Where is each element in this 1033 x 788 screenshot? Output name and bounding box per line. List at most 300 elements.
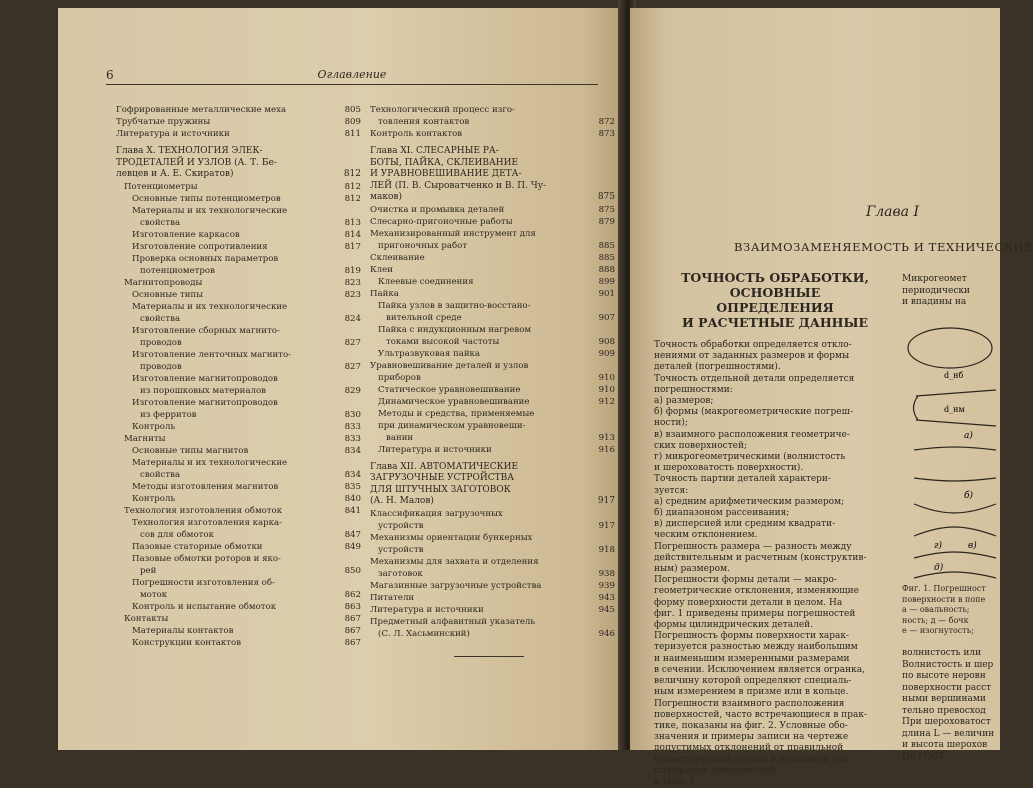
toc-entry-page: 907 xyxy=(598,312,615,323)
toc-entry-page: 811 xyxy=(344,129,361,139)
body-line: в) дисперсией или средним квадрати- xyxy=(654,519,836,530)
toc-entry-title: БОТЫ, ПАЙКА, СКЛЕИВАНИЕ xyxy=(370,157,519,168)
toc-entry xyxy=(116,565,361,577)
fig-saddle-shape xyxy=(914,504,996,536)
toc-entry-title: Технология изготовления карка- xyxy=(132,517,282,528)
body-line: б) формы (макрогеометрические погреш- xyxy=(654,407,854,418)
toc-column-2 xyxy=(370,104,615,657)
toc-entry xyxy=(370,240,615,252)
toc-entry xyxy=(116,128,361,140)
toc-entry-page: 908 xyxy=(598,336,615,347)
toc-entry-title: Материалы и их технологические xyxy=(132,301,288,312)
toc-entry xyxy=(370,396,615,408)
body-line: ческим отклонением. xyxy=(654,530,758,541)
figure-1 xyxy=(904,320,1000,580)
toc-entry xyxy=(116,289,361,301)
toc-entry xyxy=(116,301,361,313)
body-line: Точность партии деталей характери- xyxy=(654,474,831,485)
toc-entry xyxy=(116,445,361,457)
toc-entry-title: пригоночных работ xyxy=(378,240,468,251)
toc-entry-page: 827 xyxy=(344,361,361,372)
toc-entry-title: Материалы контактов xyxy=(132,625,234,636)
toc-entry-page: 834 xyxy=(344,445,361,456)
toc-entry xyxy=(116,577,361,589)
toc-entry xyxy=(116,277,361,289)
toc-entry-title: токами высокой частоты xyxy=(386,336,500,347)
toc-entry-page: 823 xyxy=(344,277,361,288)
body-line: а) средним арифметическим размером; xyxy=(654,496,845,507)
toc-chapter-line xyxy=(370,473,615,485)
toc-entry xyxy=(370,508,615,520)
toc-entry-title: ЗАГРУЗОЧНЫЕ УСТРОЙСТВА xyxy=(370,473,515,483)
toc-entry xyxy=(116,505,361,517)
body-line: Погрешности взаимного расположения xyxy=(654,698,845,709)
body-line: значения и примеры записи на чертеже xyxy=(654,732,849,743)
toc-entry-page: 912 xyxy=(598,396,615,407)
toc-entry xyxy=(116,421,361,433)
toc-entry-title: Литература и источники xyxy=(370,604,484,615)
toc-entry-title: Материалы и их технологические xyxy=(132,205,288,216)
toc-entry-title: маков) xyxy=(370,192,402,202)
body-line: поверхностей, часто встречающиеся в прак- xyxy=(654,709,868,720)
toc-entry xyxy=(370,116,615,128)
toc-entry xyxy=(116,193,361,205)
toc-entry xyxy=(370,348,615,360)
right-page xyxy=(630,8,1033,787)
toc-entry-page: 885 xyxy=(598,252,615,263)
toc-chapter-line xyxy=(116,158,361,170)
toc-entry-title: Пайка xyxy=(370,288,399,299)
toc-entry-page: 814 xyxy=(344,229,361,240)
toc-entry xyxy=(370,324,615,336)
toc-entry-page: 834 xyxy=(344,469,361,480)
toc-entry-page: 910 xyxy=(598,384,615,395)
toc-entry-title: Классификация загрузочных xyxy=(370,508,503,519)
toc-entry-title: Магазинные загрузочные устройства xyxy=(370,580,542,591)
toc-entry-title: ДЛЯ ШТУЧНЫХ ЗАГОТОВОК xyxy=(370,484,511,495)
toc-entry xyxy=(116,349,361,361)
toc-entry-title: Технология изготовления обмоток xyxy=(124,505,283,516)
fig-label: д) xyxy=(934,563,944,573)
body-line: и шероховатость поверхности). xyxy=(654,463,804,474)
toc-entry-page: 910 xyxy=(598,372,615,383)
toc-entry-page: 827 xyxy=(344,337,361,348)
toc-entry-title: Контакты xyxy=(124,613,169,624)
toc-entry-title: сов для обмоток xyxy=(140,529,214,540)
toc-entry-page: 909 xyxy=(598,348,615,359)
toc-entry-page: 901 xyxy=(598,288,615,299)
toc-entry xyxy=(116,229,361,241)
toc-entry-title: Магнитопроводы xyxy=(124,277,203,288)
body-line: в сечении. Исключением является огранка, xyxy=(654,664,865,675)
toc-entry-page: 918 xyxy=(598,544,615,555)
toc-entry xyxy=(116,373,361,385)
toc-chapter-line xyxy=(370,192,615,204)
body-line: зуется: xyxy=(654,485,689,496)
toc-entry xyxy=(116,481,361,493)
toc-entry-title: проводов xyxy=(140,337,182,348)
side-line: периодически xyxy=(902,285,970,296)
body-line: теризуется разностью между наибольшим xyxy=(654,642,858,653)
toc-entry-title: Пазовые статорные обмотки xyxy=(132,541,263,552)
toc-entry xyxy=(116,217,361,229)
body-line: геометрической формы и взаимного рас- xyxy=(654,754,851,765)
toc-entry xyxy=(370,384,615,396)
toc-entry-page: 833 xyxy=(344,421,361,432)
toc-entry-title: проводов xyxy=(140,361,182,372)
caption-line: поверхности в попе xyxy=(902,594,986,604)
side-text-top xyxy=(902,274,1012,309)
toc-entry xyxy=(116,104,361,116)
toc-entry xyxy=(370,556,615,568)
body-line: допустимых отклонений от правильной xyxy=(654,743,844,754)
toc-entry-page: 862 xyxy=(344,589,361,600)
toc-entry xyxy=(370,432,615,444)
toc-entry xyxy=(116,116,361,128)
toc-entry-page: 867 xyxy=(344,625,361,636)
figure-caption xyxy=(902,584,1012,637)
toc-entry-title: Питатели xyxy=(370,592,415,603)
fig-label: а) xyxy=(964,431,973,441)
body-line: ным) размером. xyxy=(654,564,730,575)
side-line: Волнистость и шер xyxy=(902,659,994,670)
toc-column-1 xyxy=(116,104,361,649)
toc-entry-title: ЛЕЙ (П. В. Сыроватченко и В. П. Чу- xyxy=(370,180,547,191)
toc-entry-title: Механизмы для захвата и отделения xyxy=(370,556,539,567)
side-line: По ГОСТ xyxy=(902,751,945,762)
toc-entry-title: Изготовление магнитопроводов xyxy=(132,397,278,408)
toc-entry xyxy=(370,336,615,348)
section-heading-line: ОСНОВНЫЕ ОПРЕДЕЛЕНИЯ xyxy=(716,285,834,315)
body-line: ным измерением в призме или в кольце. xyxy=(654,687,849,698)
toc-entry xyxy=(116,337,361,349)
toc-entry xyxy=(370,372,615,384)
side-line: и впадины на xyxy=(902,297,967,307)
toc-entry xyxy=(370,252,615,264)
toc-entry-page: 863 xyxy=(344,601,361,612)
toc-entry-page: 888 xyxy=(598,264,615,275)
section-heading-line: И РАСЧЕТНЫЕ ДАННЫЕ xyxy=(681,315,869,330)
body-line: ности); xyxy=(654,418,688,429)
toc-entry-title: Слесарно-пригоночные работы xyxy=(370,216,513,227)
toc-entry-title: Предметный алфавитный указатель xyxy=(370,616,536,627)
toc-entry-title: левцев и А. Е. Скиратов) xyxy=(116,169,234,179)
toc-entry-title: Основные типы xyxy=(132,289,204,300)
toc-entry-title: Клеевые соединения xyxy=(378,276,474,287)
toc-entry-title: Пазовые обмотки роторов и яко- xyxy=(132,553,281,564)
toc-entry xyxy=(116,493,361,505)
toc-entry-title: Механизмы ориентации бункерных xyxy=(370,532,533,543)
toc-entry xyxy=(116,361,361,373)
fig-barrel-shape xyxy=(914,447,996,481)
toc-entry-page: 943 xyxy=(598,592,615,603)
body-line: Погрешности формы детали — макро- xyxy=(654,575,837,586)
body-line: формы цилиндрических деталей. xyxy=(654,620,814,631)
toc-entry-page: 916 xyxy=(598,444,615,455)
toc-entry-title: Уравновешивание деталей и узлов xyxy=(370,360,529,371)
body-line: в табл. 1. xyxy=(654,776,698,787)
side-line: длина L — величин xyxy=(902,728,995,739)
toc-entry-title: Основные типы потенциометров xyxy=(132,193,281,204)
toc-entry-title: заготовок xyxy=(378,568,423,579)
toc-entry-title: Глава XI. СЛЕСАРНЫЕ РА- xyxy=(370,146,499,156)
body-line: величину которой определяют специаль- xyxy=(654,676,852,687)
toc-entry xyxy=(116,613,361,625)
toc-entry-page: 867 xyxy=(344,637,361,648)
toc-entry-page: 872 xyxy=(598,117,615,127)
toc-entry-title: Изготовление магнитопроводов xyxy=(132,373,278,384)
body-line: фиг. 1 приведены примеры погрешностей xyxy=(654,608,856,619)
toc-entry xyxy=(370,568,615,580)
toc-entry-page: 809 xyxy=(344,117,361,127)
toc-entry-title: Погрешности изготовления об- xyxy=(132,577,275,588)
toc-entry xyxy=(116,601,361,613)
toc-entry xyxy=(370,444,615,456)
body-line: г) микрогеометрическими (волнистость xyxy=(654,452,846,463)
toc-entry-title: Контроль xyxy=(132,493,176,504)
toc-entry xyxy=(116,409,361,421)
toc-entry-title: свойства xyxy=(140,217,181,228)
toc-entry-title: ТРОДЕТАЛЕЙ И УЗЛОВ (А. Т. Бе- xyxy=(116,157,277,168)
toc-entry xyxy=(370,104,615,116)
toc-entry-page: 847 xyxy=(344,529,361,540)
toc-entry xyxy=(370,544,615,556)
body-line: нениями от заданных размеров и формы xyxy=(654,351,850,362)
toc-entry xyxy=(370,408,615,420)
toc-entry-title: Изготовление каркасов xyxy=(132,229,240,240)
toc-entry-title: при динамическом уравновеши- xyxy=(378,420,526,431)
toc-entry-title: Основные типы магнитов xyxy=(132,445,249,456)
toc-entry-title: свойства xyxy=(140,313,181,324)
caption-line: а — овальность; xyxy=(902,605,970,614)
toc-entry xyxy=(116,325,361,337)
toc-entry xyxy=(116,469,361,481)
body-line: Погрешность формы поверхности харак- xyxy=(654,631,850,642)
toc-entry-title: свойства xyxy=(140,469,181,480)
toc-chapter-line xyxy=(370,496,615,508)
toc-chapter-line xyxy=(370,485,615,497)
toc-entry-title: Изготовление сборных магнито- xyxy=(132,325,280,336)
fig-dim-label: d_нм xyxy=(944,405,965,414)
toc-entry-title: Методы изготовления магнитов xyxy=(132,481,279,492)
toc-entry-title: рей xyxy=(140,565,157,576)
toc-entry-page: 867 xyxy=(344,613,361,624)
toc-entry xyxy=(116,541,361,553)
toc-entry-title: вительной среде xyxy=(386,312,462,323)
caption-line: Фиг. 1. Погрешност xyxy=(902,584,986,593)
toc-entry-title: Клеи xyxy=(370,264,393,275)
toc-entry xyxy=(370,616,615,628)
side-line: поверхности расст xyxy=(902,682,992,693)
toc-entry xyxy=(370,128,615,140)
toc-entry xyxy=(370,264,615,276)
toc-chapter-line xyxy=(370,462,615,474)
toc-entry xyxy=(116,517,361,529)
toc-entry-page: 819 xyxy=(344,265,361,276)
chapter-title: ВЗАИМОЗАМЕНЯЕМОСТЬ И ТЕХНИЧЕСКИЕ xyxy=(734,240,1033,254)
left-page xyxy=(58,8,626,750)
toc-entry-page: 813 xyxy=(344,217,361,228)
body-line: ских поверхностей; xyxy=(654,440,748,451)
side-line: и высота шерохов xyxy=(902,740,988,750)
toc-entry-title: Пайка с индукционным нагревом xyxy=(378,324,532,335)
body-line: погрешностями: xyxy=(654,384,733,395)
toc-entry-title: из ферритов xyxy=(140,409,197,420)
toc-entry-title: Проверка основных параметров xyxy=(132,253,279,264)
page-header xyxy=(106,66,598,85)
toc-entry-title: Глава XII. АВТОМАТИЧЕСКИЕ xyxy=(370,461,519,472)
toc-entry xyxy=(116,637,361,649)
toc-entry-title: Изготовление сопротивления xyxy=(132,241,268,252)
toc-entry xyxy=(116,625,361,637)
body-line: деталей (погрешностями). xyxy=(654,362,781,373)
toc-entry-title: Пайка узлов в защитно-восстано- xyxy=(378,300,531,311)
toc-entry-title: Конструкции контактов xyxy=(132,637,242,648)
header-title: Оглавление xyxy=(317,68,387,81)
toc-entry-page: 833 xyxy=(344,433,361,444)
toc-entry xyxy=(116,265,361,277)
body-line: в) взаимного расположения геометриче- xyxy=(654,429,850,440)
toc-entry-page: 830 xyxy=(344,409,361,420)
side-text-bottom xyxy=(902,648,1012,763)
toc-entry-title: Изготовление ленточных магнито- xyxy=(132,349,292,360)
toc-entry xyxy=(116,397,361,409)
toc-entry-page: 875 xyxy=(598,204,615,215)
toc-entry xyxy=(116,385,361,397)
toc-entry xyxy=(370,592,615,604)
toc-chapter-line xyxy=(370,181,615,193)
toc-entry-page: 812 xyxy=(343,169,361,179)
toc-entry-title: устройств xyxy=(378,520,424,531)
body-line: форму поверхности детали в целом. На xyxy=(654,597,843,608)
side-line: При шероховатост xyxy=(902,717,991,727)
toc-entry-title: Контроль контактов xyxy=(370,129,463,139)
body-line: Погрешность размера — разность между xyxy=(654,541,852,552)
toc-entry xyxy=(116,433,361,445)
toc-entry-page: 841 xyxy=(344,505,361,516)
toc-entry-title: Контроль и испытание обмоток xyxy=(132,601,277,612)
toc-entry-page: 812 xyxy=(344,193,361,204)
toc-entry-title: И УРАВНОВЕШИВАНИЕ ДЕТА- xyxy=(370,169,522,179)
fig-oval-shape xyxy=(908,328,992,368)
body-line: Точность обработки определяется откло- xyxy=(654,340,852,350)
toc-entry xyxy=(116,205,361,217)
fig-bend-shape xyxy=(914,552,996,578)
toc-entry-page: 938 xyxy=(598,568,615,579)
toc-entry-page: 946 xyxy=(598,628,615,639)
toc-entry-title: Склеивание xyxy=(370,252,425,263)
body-line: геометрические отклонения, изменяющие xyxy=(654,586,859,597)
toc-entry-page: 817 xyxy=(344,241,361,252)
toc-entry xyxy=(116,553,361,565)
toc-entry xyxy=(370,532,615,544)
toc-chapter-line xyxy=(370,169,615,181)
body-line: действительным и расчетным (конструктив- xyxy=(654,552,867,563)
toc-entry-title: Материалы и их технологические xyxy=(132,457,288,468)
toc-entry-title: Методы и средства, применяемые xyxy=(378,408,535,419)
toc-entry-page: 885 xyxy=(598,240,615,251)
toc-entry-title: Динамическое уравновешивание xyxy=(378,396,530,407)
toc-entry-title: Трубчатые пружины xyxy=(116,117,211,127)
toc-entry-title: (А. Н. Малов) xyxy=(370,496,434,506)
section-heading-line: ТОЧНОСТЬ ОБРАБОТКИ, xyxy=(681,270,869,285)
toc-entry-title: устройств xyxy=(378,544,424,555)
separator-line xyxy=(454,656,524,657)
toc-entry xyxy=(370,276,615,288)
toc-entry-title: Глава X. ТЕХНОЛОГИЯ ЭЛЕК- xyxy=(116,146,263,156)
toc-entry-page: 917 xyxy=(598,520,615,531)
toc-entry xyxy=(116,253,361,265)
toc-chapter-line xyxy=(370,158,615,170)
toc-entry xyxy=(370,360,615,372)
toc-entry-title: моток xyxy=(140,589,168,600)
fig-label: в) xyxy=(968,541,977,551)
toc-entry xyxy=(370,300,615,312)
toc-entry xyxy=(370,312,615,324)
toc-entry xyxy=(370,580,615,592)
toc-entry-title: Контроль xyxy=(132,421,176,432)
side-line: Микрогеомет xyxy=(902,274,967,284)
toc-entry xyxy=(370,228,615,240)
side-line: волнистость или xyxy=(902,648,982,658)
toc-chapter-line xyxy=(116,169,361,181)
toc-entry xyxy=(116,529,361,541)
toc-entry-title: Технологический процесс изго- xyxy=(370,105,515,115)
toc-entry-title: вании xyxy=(386,432,414,443)
section-heading xyxy=(670,270,880,330)
toc-entry-page: 917 xyxy=(597,496,615,506)
body-line: б) диапазоном рассеивания; xyxy=(654,508,790,519)
toc-entry xyxy=(116,589,361,601)
toc-entry xyxy=(370,604,615,616)
toc-entry xyxy=(370,216,615,228)
toc-entry-title: потенциометров xyxy=(140,265,215,276)
toc-entry-page: 879 xyxy=(598,216,615,227)
body-line: и наименьшим измеренными размерами xyxy=(654,653,850,664)
body-line: положения поверхностей xyxy=(654,765,777,776)
caption-line: ность; д — бочк xyxy=(902,615,969,625)
toc-entry-title: Литература и источники xyxy=(116,129,230,139)
toc-entry-page: 835 xyxy=(344,481,361,492)
toc-entry-page: 812 xyxy=(344,181,361,192)
toc-entry-title: Очистка и промывка деталей xyxy=(370,204,505,215)
fig-label: г) xyxy=(934,541,943,551)
toc-entry xyxy=(370,520,615,532)
side-line: тельно превосход xyxy=(902,705,986,716)
toc-entry-title: товления контактов xyxy=(378,117,470,127)
toc-entry-page: 824 xyxy=(344,313,361,324)
toc-chapter-line xyxy=(370,146,615,158)
fig-label: б) xyxy=(964,491,974,501)
body-line: Точность отдельной детали определяется xyxy=(654,373,855,384)
toc-entry-title: Ультразвуковая пайка xyxy=(378,348,481,359)
toc-entry-title: из порошковых материалов xyxy=(140,385,266,396)
toc-entry-page: 913 xyxy=(598,432,615,443)
toc-entry-page: 873 xyxy=(598,129,615,139)
toc-entry-title: приборов xyxy=(378,372,421,383)
toc-entry-page: 805 xyxy=(344,105,361,115)
toc-chapter-line xyxy=(116,146,361,158)
toc-entry-title: Гофрированные металлические меха xyxy=(116,105,287,115)
toc-entry-title: Литература и источники xyxy=(378,444,492,455)
toc-entry xyxy=(370,204,615,216)
body-line: тике, показаны на фиг. 2. Условные обо- xyxy=(654,720,848,731)
toc-entry-title: Механизированный инструмент для xyxy=(370,228,536,239)
page-number: 6 xyxy=(106,68,114,82)
toc-entry-title: Магниты xyxy=(124,433,166,444)
toc-entry-page: 840 xyxy=(344,493,361,504)
chapter-label: Глава I xyxy=(866,204,920,220)
